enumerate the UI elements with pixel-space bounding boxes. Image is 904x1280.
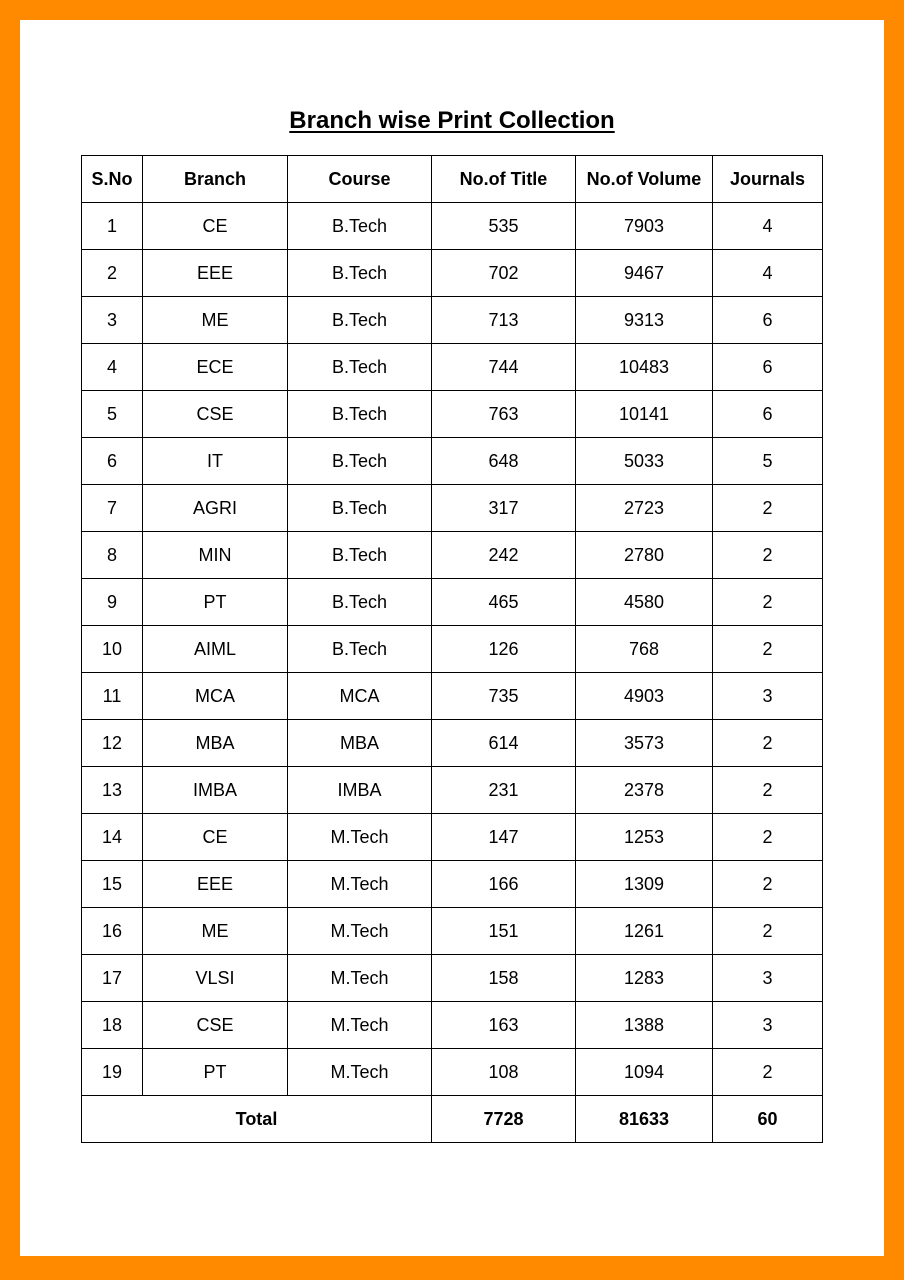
cell-titles: 166 [432,861,576,908]
table-row [82,908,823,955]
cell-sno: 8 [82,532,143,579]
total-label: Total [82,1096,432,1143]
total-row [82,1096,823,1143]
cell-journals: 4 [713,250,823,297]
cell-volumes: 3573 [576,720,713,767]
cell-course: B.Tech [288,344,432,391]
cell-volumes: 9313 [576,297,713,344]
cell-sno: 7 [82,485,143,532]
cell-journals: 2 [713,908,823,955]
cell-journals: 2 [713,1049,823,1096]
cell-sno: 2 [82,250,143,297]
cell-course: M.Tech [288,1049,432,1096]
cell-sno: 10 [82,626,143,673]
cell-sno: 5 [82,391,143,438]
cell-volumes: 2723 [576,485,713,532]
cell-branch: CE [143,814,288,861]
cell-titles: 147 [432,814,576,861]
cell-branch: EEE [143,861,288,908]
table-row [82,250,823,297]
table-row [82,391,823,438]
header-volumes: No.of Volume [576,156,713,203]
cell-titles: 242 [432,532,576,579]
cell-course: B.Tech [288,626,432,673]
cell-titles: 763 [432,391,576,438]
cell-course: M.Tech [288,861,432,908]
cell-volumes: 768 [576,626,713,673]
cell-volumes: 2378 [576,767,713,814]
cell-titles: 126 [432,626,576,673]
cell-branch: PT [143,579,288,626]
cell-journals: 6 [713,344,823,391]
cell-journals: 2 [713,579,823,626]
cell-course: MBA [288,720,432,767]
cell-sno: 3 [82,297,143,344]
cell-course: M.Tech [288,955,432,1002]
cell-branch: IT [143,438,288,485]
table-row [82,532,823,579]
total-titles: 7728 [432,1096,576,1143]
table-header-row [82,156,823,203]
cell-volumes: 1309 [576,861,713,908]
cell-volumes: 4903 [576,673,713,720]
cell-sno: 12 [82,720,143,767]
cell-titles: 317 [432,485,576,532]
cell-volumes: 1253 [576,814,713,861]
collection-table [81,155,823,1143]
cell-course: M.Tech [288,814,432,861]
table-row [82,673,823,720]
table-row [82,814,823,861]
cell-course: B.Tech [288,485,432,532]
cell-journals: 2 [713,485,823,532]
page-title: Branch wise Print Collection [289,107,615,134]
table-row [82,767,823,814]
cell-course: B.Tech [288,438,432,485]
cell-volumes: 1283 [576,955,713,1002]
cell-sno: 13 [82,767,143,814]
cell-titles: 735 [432,673,576,720]
cell-titles: 614 [432,720,576,767]
cell-sno: 15 [82,861,143,908]
cell-volumes: 1261 [576,908,713,955]
cell-branch: ME [143,297,288,344]
cell-volumes: 2780 [576,532,713,579]
cell-journals: 2 [713,861,823,908]
header-titles: No.of Title [432,156,576,203]
cell-volumes: 5033 [576,438,713,485]
cell-titles: 108 [432,1049,576,1096]
table-row [82,720,823,767]
cell-volumes: 1388 [576,1002,713,1049]
cell-branch: CSE [143,1002,288,1049]
table-row [82,438,823,485]
cell-branch: AGRI [143,485,288,532]
cell-titles: 744 [432,344,576,391]
cell-journals: 3 [713,955,823,1002]
cell-course: MCA [288,673,432,720]
cell-titles: 151 [432,908,576,955]
cell-course: B.Tech [288,250,432,297]
cell-branch: VLSI [143,955,288,1002]
cell-sno: 17 [82,955,143,1002]
cell-sno: 16 [82,908,143,955]
cell-course: M.Tech [288,908,432,955]
cell-journals: 2 [713,814,823,861]
cell-volumes: 4580 [576,579,713,626]
cell-titles: 158 [432,955,576,1002]
table-row [82,579,823,626]
cell-journals: 6 [713,297,823,344]
cell-branch: MCA [143,673,288,720]
cell-sno: 4 [82,344,143,391]
cell-sno: 1 [82,203,143,250]
cell-branch: PT [143,1049,288,1096]
cell-journals: 2 [713,720,823,767]
cell-titles: 465 [432,579,576,626]
cell-titles: 648 [432,438,576,485]
cell-branch: EEE [143,250,288,297]
table-row [82,485,823,532]
table-row [82,344,823,391]
cell-branch: ECE [143,344,288,391]
cell-titles: 231 [432,767,576,814]
header-course: Course [288,156,432,203]
cell-sno: 19 [82,1049,143,1096]
cell-journals: 2 [713,532,823,579]
cell-titles: 163 [432,1002,576,1049]
table-row [82,861,823,908]
cell-branch: ME [143,908,288,955]
header-branch: Branch [143,156,288,203]
cell-sno: 11 [82,673,143,720]
total-volumes: 81633 [576,1096,713,1143]
cell-journals: 2 [713,626,823,673]
cell-branch: CE [143,203,288,250]
cell-branch: MBA [143,720,288,767]
cell-sno: 9 [82,579,143,626]
table-row [82,1002,823,1049]
table-body [82,203,823,1096]
cell-volumes: 7903 [576,203,713,250]
cell-journals: 5 [713,438,823,485]
cell-journals: 4 [713,203,823,250]
cell-course: B.Tech [288,297,432,344]
cell-course: B.Tech [288,203,432,250]
cell-volumes: 10141 [576,391,713,438]
cell-branch: MIN [143,532,288,579]
cell-journals: 6 [713,391,823,438]
cell-course: B.Tech [288,391,432,438]
cell-journals: 3 [713,1002,823,1049]
cell-course: B.Tech [288,532,432,579]
header-sno: S.No [82,156,143,203]
cell-branch: AIML [143,626,288,673]
cell-branch: IMBA [143,767,288,814]
table-row [82,626,823,673]
cell-titles: 535 [432,203,576,250]
table-row [82,203,823,250]
cell-branch: CSE [143,391,288,438]
cell-journals: 2 [713,767,823,814]
cell-course: IMBA [288,767,432,814]
table-row [82,955,823,1002]
table-row [82,297,823,344]
cell-titles: 713 [432,297,576,344]
table-row [82,1049,823,1096]
cell-volumes: 9467 [576,250,713,297]
cell-course: B.Tech [288,579,432,626]
cell-course: M.Tech [288,1002,432,1049]
cell-sno: 6 [82,438,143,485]
total-journals: 60 [713,1096,823,1143]
header-journals: Journals [713,156,823,203]
cell-volumes: 10483 [576,344,713,391]
cell-volumes: 1094 [576,1049,713,1096]
cell-titles: 702 [432,250,576,297]
cell-sno: 14 [82,814,143,861]
cell-journals: 3 [713,673,823,720]
cell-sno: 18 [82,1002,143,1049]
